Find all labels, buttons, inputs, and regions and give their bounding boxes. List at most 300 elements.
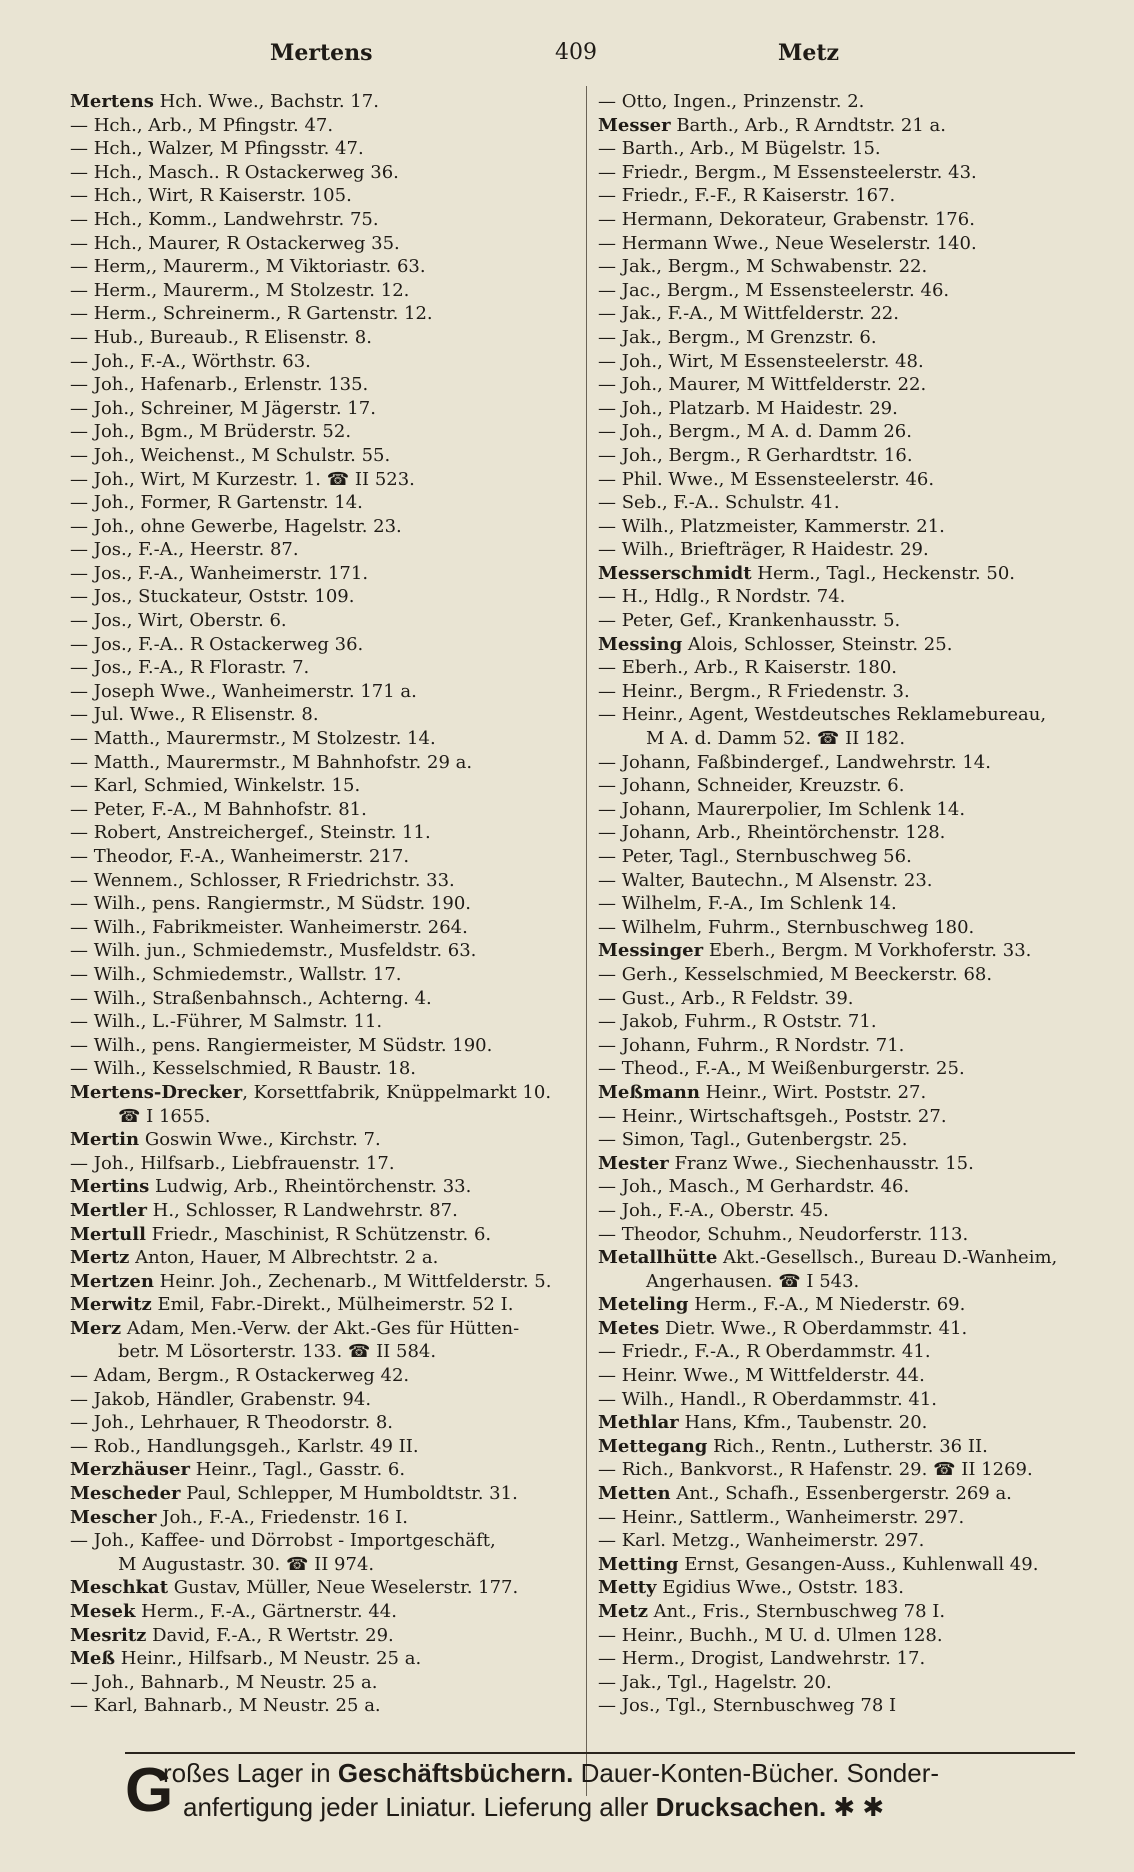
entry-surname: Messerschmidt (598, 562, 752, 584)
entry-text: — Friedr., F.-A., R Oberdammstr. 41. (598, 1341, 931, 1363)
entry-text: betr. M Lösorterstr. 133. ☎ II 584. (118, 1341, 437, 1363)
entry-text: — Jos., F.-A., R Florastr. 7. (70, 657, 310, 679)
entry-text: Barth., Arb., R Arndtstr. 21 a. (670, 114, 947, 136)
directory-entry (70, 350, 575, 374)
entry-text: — Matth., Maurermstr., M Stolzestr. 14. (70, 728, 436, 750)
entry-text: M Augustastr. 30. ☎ II 974. (118, 1553, 375, 1575)
directory-entry (70, 1506, 575, 1530)
entry-surname: Meßmann (598, 1081, 700, 1103)
entry-text: Rich., Rentn., Lutherstr. 36 II. (707, 1435, 988, 1457)
directory-entry (70, 1458, 575, 1482)
directory-entry (70, 444, 575, 468)
directory-entry (598, 1081, 1098, 1105)
directory-entry (598, 1553, 1098, 1577)
directory-entry (70, 326, 575, 350)
footer-initial: G (125, 1756, 174, 1825)
directory-entry (70, 1411, 575, 1435)
directory-entry (598, 939, 1098, 963)
directory-entry (598, 751, 1098, 775)
entry-surname: Mertull (70, 1223, 146, 1245)
directory-entry (70, 1293, 575, 1317)
entry-surname: Mertler (70, 1199, 147, 1221)
entry-text: — Jakob, Fuhrm., R Oststr. 71. (598, 1011, 877, 1033)
directory-entry (70, 1199, 575, 1223)
directory-entry (598, 1624, 1098, 1648)
directory-entry (70, 774, 575, 798)
entry-surname: Mertens-Drecker (70, 1081, 243, 1103)
entry-text: — Karl, Schmied, Winkelstr. 15. (70, 775, 361, 797)
entry-text: — Jak., Bergm., M Grenzstr. 6. (598, 326, 877, 348)
directory-entry (70, 1128, 575, 1152)
entry-text: — Walter, Bautechn., M Alsenstr. 23. (598, 869, 933, 891)
directory-entry (598, 373, 1098, 397)
entry-surname: Mertzen (70, 1270, 154, 1292)
entry-surname: Messinger (598, 940, 704, 962)
entry-text: Herm., F.-A., Gärtnerstr. 44. (135, 1601, 397, 1622)
directory-entry (70, 727, 575, 751)
entry-text: — Joh., Maurer, M Wittfelderstr. 22. (598, 374, 927, 396)
directory-entry (598, 184, 1098, 208)
entry-text: — Hch., Wirt, R Kaiserstr. 105. (70, 185, 352, 207)
directory-entry (70, 1010, 575, 1034)
entry-text: — Wilh., pens. Rangiermeister, M Südstr. 190. (70, 1034, 493, 1056)
entry-text: — Joh., Bergm., M A. d. Damm 26. (598, 421, 912, 443)
directory-entry (598, 1152, 1098, 1176)
entry-text: — Hch., Masch.. R Ostackerweg 36. (70, 161, 399, 183)
entry-text: — Wilh., Schmiedemstr., Wallstr. 17. (70, 963, 402, 985)
entry-text: — Wilh., Platzmeister, Kammerstr. 21. (598, 515, 945, 537)
directory-entry (598, 585, 1098, 609)
entry-text: — Karl, Bahnarb., M Neustr. 25 a. (70, 1695, 381, 1717)
left-column (70, 90, 575, 1718)
directory-entry (70, 161, 575, 185)
entry-text: — Seb., F.-A.. Schulstr. 41. (598, 492, 840, 514)
entry-surname: Messing (598, 633, 683, 655)
entry-surname: Metes (598, 1317, 660, 1339)
directory-entry (598, 1317, 1098, 1341)
directory-entry (598, 1223, 1098, 1247)
directory-entry (598, 727, 1098, 751)
entry-text: — H., Hdlg., R Nordstr. 74. (598, 586, 846, 608)
entry-text: — Joh., Wirt, M Kurzestr. 1. ☎ II 523. (70, 468, 415, 490)
directory-entry (70, 1175, 575, 1199)
directory-entry (70, 1364, 575, 1388)
directory-entry (70, 562, 575, 586)
entry-text: — Karl. Metzg., Wanheimerstr. 297. (598, 1530, 925, 1552)
entry-text: Heinr., Tagl., Gasstr. 6. (190, 1459, 406, 1481)
entry-surname: Merzhäuser (70, 1459, 190, 1481)
directory-entry (70, 420, 575, 444)
entry-surname: Mertin (70, 1129, 140, 1151)
entry-surname: Messer (598, 114, 671, 136)
footer-advertisement (125, 1756, 1075, 1826)
directory-entry (598, 798, 1098, 822)
entry-text: — Gust., Arb., R Feldstr. 39. (598, 987, 854, 1009)
directory-entry (70, 184, 575, 208)
entry-text: — Joh., F.-A., Oberstr. 45. (598, 1199, 829, 1221)
entry-text: Angerhausen. ☎ I 543. (646, 1270, 860, 1292)
directory-entry (70, 208, 575, 232)
directory-entry (70, 279, 575, 303)
directory-entry (598, 1506, 1098, 1530)
directory-entry (70, 751, 575, 775)
entry-text: — Herm., Maurerm., M Stolzestr. 12. (70, 279, 410, 301)
entry-text: Gustav, Müller, Neue Weselerstr. 177. (168, 1577, 519, 1599)
entry-surname: Meschkat (70, 1577, 169, 1599)
directory-entry (598, 1175, 1098, 1199)
page-number: 409 (555, 40, 597, 65)
footer-line-1-rest: Dauer-Konten-Bücher. Sonder- (573, 1758, 940, 1788)
directory-entry (598, 703, 1098, 727)
directory-entry (70, 538, 575, 562)
directory-entry (70, 798, 575, 822)
directory-entry (598, 963, 1098, 987)
directory-entry (70, 1553, 575, 1577)
directory-entry (598, 1600, 1098, 1624)
entry-text: — Rob., Handlungsgeh., Karlstr. 49 II. (70, 1435, 419, 1457)
directory-entry (70, 939, 575, 963)
entry-text: — Wilh., Handl., R Oberdammstr. 41. (598, 1388, 938, 1410)
directory-entry (70, 609, 575, 633)
entry-surname: Mescheder (70, 1483, 181, 1505)
entry-text: Friedr., Maschinist, R Schützenstr. 6. (145, 1223, 492, 1245)
entry-text: — Friedr., Bergm., M Essensteelerstr. 43. (598, 161, 977, 183)
entry-surname: Metty (598, 1577, 657, 1599)
directory-entry (598, 1128, 1098, 1152)
directory-entry (598, 538, 1098, 562)
directory-entry (598, 468, 1098, 492)
entry-text: Heinr., Wirt. Poststr. 27. (699, 1081, 927, 1103)
directory-entry (598, 397, 1098, 421)
entry-text: — Rich., Bankvorst., R Hafenstr. 29. ☎ II 1269. (598, 1459, 1033, 1481)
entry-text: H., Schlosser, R Landwehrstr. 87. (146, 1199, 458, 1221)
entry-text: — Wennem., Schlosser, R Friedrichstr. 33. (70, 869, 455, 891)
entry-text: — Heinr., Sattlerm., Wanheimerstr. 297. (598, 1506, 965, 1528)
entry-surname: Metallhütte (598, 1247, 718, 1269)
entry-text: M A. d. Damm 52. ☎ II 182. (646, 728, 906, 750)
entry-text: Egidius Wwe., Oststr. 183. (656, 1577, 905, 1599)
footer-rule (125, 1752, 1075, 1754)
directory-entry (70, 302, 575, 326)
entry-text: — Jos., F.-A.. R Ostackerweg 36. (70, 633, 364, 655)
entry-text: — Joseph Wwe., Wanheimerstr. 171 a. (70, 680, 417, 702)
entry-text: — Jac., Bergm., M Essensteelerstr. 46. (598, 279, 950, 301)
entry-text: — Wilhelm, Fuhrm., Sternbuschweg 180. (598, 916, 975, 938)
directory-entry (598, 1034, 1098, 1058)
directory-entry (598, 987, 1098, 1011)
directory-entry (598, 1388, 1098, 1412)
directory-entry (598, 350, 1098, 374)
directory-entry (598, 774, 1098, 798)
directory-entry (70, 468, 575, 492)
entry-text: ☎ I 1655. (118, 1105, 211, 1127)
directory-entry (70, 633, 575, 657)
entry-text: — Wilh., Straßenbahnsch., Achterng. 4. (70, 987, 432, 1009)
directory-entry (598, 1293, 1098, 1317)
directory-entry (70, 845, 575, 869)
directory-entry (70, 515, 575, 539)
directory-entry (70, 491, 575, 515)
directory-entry (70, 397, 575, 421)
entry-text: — Jos., Wirt, Oberstr. 6. (70, 610, 287, 632)
entry-text: — Jul. Wwe., R Elisenstr. 8. (70, 704, 319, 726)
entry-text: — Joh., Bergm., R Gerhardtstr. 16. (598, 444, 913, 466)
entry-text: Adam, Men.-Verw. der Akt.-Ges für Hütten- (121, 1317, 520, 1339)
entry-surname: Mertz (70, 1247, 130, 1269)
entry-text: — Joh., Weichenst., M Schulstr. 55. (70, 444, 391, 466)
entry-surname: Mettegang (598, 1435, 708, 1457)
entry-text: Akt.-Gesellsch., Bureau D.-Wanheim, (717, 1247, 1058, 1269)
entry-text: — Jak., Bergm., M Schwabenstr. 22. (598, 256, 928, 278)
directory-entry (70, 1624, 575, 1648)
directory-entry (70, 1529, 575, 1553)
entry-text: — Jos., Stuckateur, Oststr. 109. (70, 586, 355, 608)
directory-entry (70, 963, 575, 987)
directory-entry (598, 1482, 1098, 1506)
entry-text: — Adam, Bergm., R Ostackerweg 42. (70, 1365, 410, 1387)
directory-entry (70, 821, 575, 845)
entry-text: — Theodor, F.-A., Wanheimerstr. 217. (70, 846, 410, 867)
directory-entry (598, 137, 1098, 161)
directory-entry (598, 892, 1098, 916)
entry-text: — Jak., Tgl., Hagelstr. 20. (598, 1671, 832, 1693)
directory-entry (70, 892, 575, 916)
directory-entry (70, 680, 575, 704)
entry-text: Herm., F.-A., M Niederstr. 69. (688, 1294, 966, 1316)
entry-text: — Heinr., Wirtschaftsgeh., Poststr. 27. (598, 1105, 947, 1127)
entry-text: — Johann, Faßbindergef., Landwehrstr. 14. (598, 751, 991, 773)
directory-entry (70, 1034, 575, 1058)
entry-surname: Mesek (70, 1601, 136, 1622)
directory-entry (70, 1694, 575, 1718)
directory-entry (70, 656, 575, 680)
entry-surname: Metting (598, 1553, 679, 1575)
directory-entry (598, 515, 1098, 539)
entry-text: — Joh., Lehrhauer, R Theodorstr. 8. (70, 1412, 394, 1434)
entry-text: — Johann, Maurerpolier, Im Schlenk 14. (598, 798, 966, 820)
entry-text: Paul, Schlepper, M Humboldtstr. 31. (180, 1483, 518, 1505)
directory-entry (70, 255, 575, 279)
entry-surname: Mertins (70, 1176, 150, 1198)
directory-entry (598, 208, 1098, 232)
entry-text: — Jos., Tgl., Sternbuschweg 78 I (598, 1695, 897, 1717)
entry-text: — Jak., F.-A., M Wittfelderstr. 22. (598, 303, 899, 325)
entry-text: — Joh., Wirt, M Essensteelerstr. 48. (598, 350, 924, 372)
directory-entry (598, 869, 1098, 893)
directory-entry (70, 1081, 575, 1105)
entry-surname: Mescher (70, 1506, 157, 1528)
directory-entry (70, 916, 575, 940)
entry-text: — Heinr. Wwe., M Wittfelderstr. 44. (598, 1365, 925, 1387)
entry-text: — Joh., Bgm., M Brüderstr. 52. (70, 421, 352, 443)
entry-text: — Heinr., Bergm., R Friedenstr. 3. (598, 680, 910, 702)
directory-entry (598, 1340, 1098, 1364)
entry-surname: Mesritz (70, 1624, 147, 1646)
directory-entry (598, 444, 1098, 468)
entry-text: — Johann, Fuhrm., R Nordstr. 71. (598, 1034, 905, 1056)
directory-entry (598, 420, 1098, 444)
entry-text: — Heinr., Agent, Westdeutsches Reklamebureau, (598, 704, 1047, 726)
directory-entry (598, 1671, 1098, 1695)
directory-entry (598, 916, 1098, 940)
directory-entry (70, 987, 575, 1011)
entry-text: — Theodor, Schuhm., Neudorferstr. 113. (598, 1223, 969, 1245)
entry-text: — Barth., Arb., M Bügelstr. 15. (598, 138, 881, 160)
footer-line-2-text: anfertigung jeder Liniatur. Lieferung aller (183, 1792, 656, 1822)
directory-entry (70, 1576, 575, 1600)
directory-entry (598, 633, 1098, 657)
directory-entry (598, 1364, 1098, 1388)
entry-text: — Phil. Wwe., M Essensteelerstr. 46. (598, 468, 935, 490)
entry-text: — Hermann, Dekorateur, Grabenstr. 176. (598, 208, 975, 230)
entry-text: — Simon, Tagl., Gutenbergstr. 25. (598, 1129, 908, 1151)
directory-entry (598, 326, 1098, 350)
entry-text: — Wilh., L.-Führer, M Salmstr. 11. (70, 1011, 383, 1033)
entry-text: — Jos., F.-A., Heerstr. 87. (70, 539, 299, 561)
directory-entry (598, 1411, 1098, 1435)
entry-text: — Wilh., Kesselschmied, R Baustr. 18. (70, 1058, 417, 1080)
entry-surname: Merz (70, 1317, 122, 1339)
entry-text: Ernst, Gesangen-Auss., Kuhlenwall 49. (678, 1553, 1039, 1575)
directory-entry (70, 1600, 575, 1624)
directory-entry (598, 1529, 1098, 1553)
directory-entry (598, 1105, 1098, 1129)
right-column (598, 90, 1098, 1718)
entry-text: Anton, Hauer, M Albrechtstr. 2 a. (129, 1247, 439, 1269)
directory-entry (598, 232, 1098, 256)
entry-text: Ant., Fris., Sternbuschweg 78 I. (647, 1601, 946, 1622)
entry-text: — Eberh., Arb., R Kaiserstr. 180. (598, 657, 898, 679)
directory-entry (598, 302, 1098, 326)
directory-entry (598, 1458, 1098, 1482)
directory-entry (598, 161, 1098, 185)
entry-text: — Hch., Komm., Landwehrstr. 75. (70, 208, 379, 230)
entry-text: Franz Wwe., Siechenhausstr. 15. (668, 1152, 974, 1174)
entry-text: — Joh., Platzarb. M Haidestr. 29. (598, 397, 898, 419)
entry-text: — Joh., Schreiner, M Jägerstr. 17. (70, 397, 376, 419)
entry-text: — Wilh. jun., Schmiedemstr., Musfeldstr. 63. (70, 940, 477, 962)
directory-entry (598, 1694, 1098, 1718)
entry-text: — Jakob, Händler, Grabenstr. 94. (70, 1388, 372, 1410)
directory-entry (598, 821, 1098, 845)
entry-text: Emil, Fabr.-Direkt., Mülheimerstr. 52 I. (151, 1294, 514, 1316)
entry-text: Joh., F.-A., Friedenstr. 16 I. (156, 1506, 408, 1528)
directory-entry (70, 1435, 575, 1459)
directory-entry (70, 869, 575, 893)
entry-surname: Meß (70, 1648, 116, 1670)
directory-entry (70, 1152, 575, 1176)
entry-surname: Metten (598, 1483, 671, 1505)
directory-entry (598, 562, 1098, 586)
directory-entry (598, 845, 1098, 869)
entry-text: Dietr. Wwe., R Oberdammstr. 41. (659, 1317, 968, 1339)
entry-text: — Joh., Hafenarb., Erlenstr. 135. (70, 374, 369, 396)
entry-text: — Jos., F.-A., Wanheimerstr. 171. (70, 562, 369, 584)
entry-surname: Methlar (598, 1412, 679, 1434)
entry-text: — Johann, Schneider, Kreuzstr. 6. (598, 775, 905, 797)
entry-surname: Mertens (70, 91, 154, 112)
footer-line-1 (163, 1758, 939, 1789)
entry-text: Hch. Wwe., Bachstr. 17. (153, 91, 379, 112)
entry-text: — Peter, F.-A., M Bahnhofstr. 81. (70, 798, 367, 820)
entry-surname: Metz (598, 1601, 648, 1622)
directory-entry (598, 656, 1098, 680)
entry-text: — Hub., Bureaub., R Elisenstr. 8. (70, 326, 372, 348)
header-right-keyword: Metz (778, 40, 840, 66)
entry-text: — Heinr., Buchh., M U. d. Ulmen 128. (598, 1624, 943, 1646)
entry-text: Ant., Schafh., Essenbergerstr. 269 a. (670, 1483, 1012, 1505)
entry-text: — Hch., Walzer, M Pfingsstr. 47. (70, 138, 364, 160)
entry-text: — Joh., ohne Gewerbe, Hagelstr. 23. (70, 515, 402, 537)
entry-text: — Joh., Hilfsarb., Liebfrauenstr. 17. (70, 1152, 395, 1174)
entry-text: — Joh., F.-A., Wörthstr. 63. (70, 350, 311, 372)
directory-entry (598, 680, 1098, 704)
entry-text: — Joh., Masch., M Gerhardstr. 46. (598, 1176, 910, 1198)
footer-line-2 (183, 1792, 884, 1823)
directory-entry (70, 1340, 575, 1364)
directory-entry (70, 1105, 575, 1129)
column-divider (586, 86, 587, 1796)
directory-entry (598, 1010, 1098, 1034)
entry-text: — Herm., Drogist, Landwehrstr. 17. (598, 1648, 926, 1670)
entry-text: — Wilhelm, F.-A., Im Schlenk 14. (598, 893, 897, 915)
directory-entry (598, 1057, 1098, 1081)
entry-text: — Gerh., Kesselschmied, M Beeckerstr. 68. (598, 963, 993, 985)
directory-entry (70, 114, 575, 138)
directory-entry (70, 373, 575, 397)
header-left-keyword: Mertens (270, 40, 373, 66)
directory-entry (70, 1057, 575, 1081)
entry-text: — Friedr., F.-F., R Kaiserstr. 167. (598, 185, 896, 207)
footer-line-2-rest: ✱ ✱ (826, 1792, 885, 1822)
entry-text: — Herm,, Maurerm., M Viktoriastr. 63. (70, 256, 426, 278)
directory-entry (70, 1246, 575, 1270)
directory-entry (598, 491, 1098, 515)
entry-text: — Wilh., Fabrikmeister. Wanheimerstr. 264. (70, 916, 468, 938)
entry-text: — Joh., Former, R Gartenstr. 14. (70, 492, 363, 514)
entry-text: Herm., Tagl., Heckenstr. 50. (751, 562, 1015, 584)
footer-line-2-bold: Drucksachen. (655, 1792, 827, 1822)
directory-entry (70, 232, 575, 256)
footer-line-1-bold: Geschäftsbüchern. (337, 1758, 574, 1788)
directory-entry (70, 90, 575, 114)
entry-text: David, F.-A., R Wertstr. 29. (146, 1624, 394, 1646)
entry-text: — Peter, Gef., Krankenhausstr. 5. (598, 610, 901, 632)
entry-text: Heinr. Joh., Zechenarb., M Wittfelderstr. 5. (153, 1270, 552, 1292)
directory-entry (70, 1482, 575, 1506)
directory-entry (598, 255, 1098, 279)
entry-text: — Johann, Arb., Rheintörchenstr. 128. (598, 822, 946, 844)
entry-text: — Hch., Arb., M Pfingstr. 47. (70, 114, 334, 136)
directory-entry (70, 1388, 575, 1412)
directory-entry (598, 90, 1098, 114)
entry-text: — Peter, Tagl., Sternbuschweg 56. (598, 846, 912, 867)
directory-entry (598, 1435, 1098, 1459)
directory-entry (598, 114, 1098, 138)
entry-surname: Merwitz (70, 1294, 152, 1316)
entry-text: — Joh., Kaffee- und Dörrobst - Importgeschäft, (70, 1530, 496, 1552)
directory-entry (70, 1671, 575, 1695)
entry-surname: Meteling (598, 1294, 689, 1316)
directory-entry (598, 1270, 1098, 1294)
entry-text: , Korsettfabrik, Knüppelmarkt 10. (242, 1081, 552, 1103)
directory-entry (70, 703, 575, 727)
directory-entry (70, 137, 575, 161)
entry-text: — Joh., Bahnarb., M Neustr. 25 a. (70, 1671, 378, 1693)
entry-text: — Wilh., Briefträger, R Haidestr. 29. (598, 539, 929, 561)
directory-entry (598, 279, 1098, 303)
directory-entry (598, 1246, 1098, 1270)
